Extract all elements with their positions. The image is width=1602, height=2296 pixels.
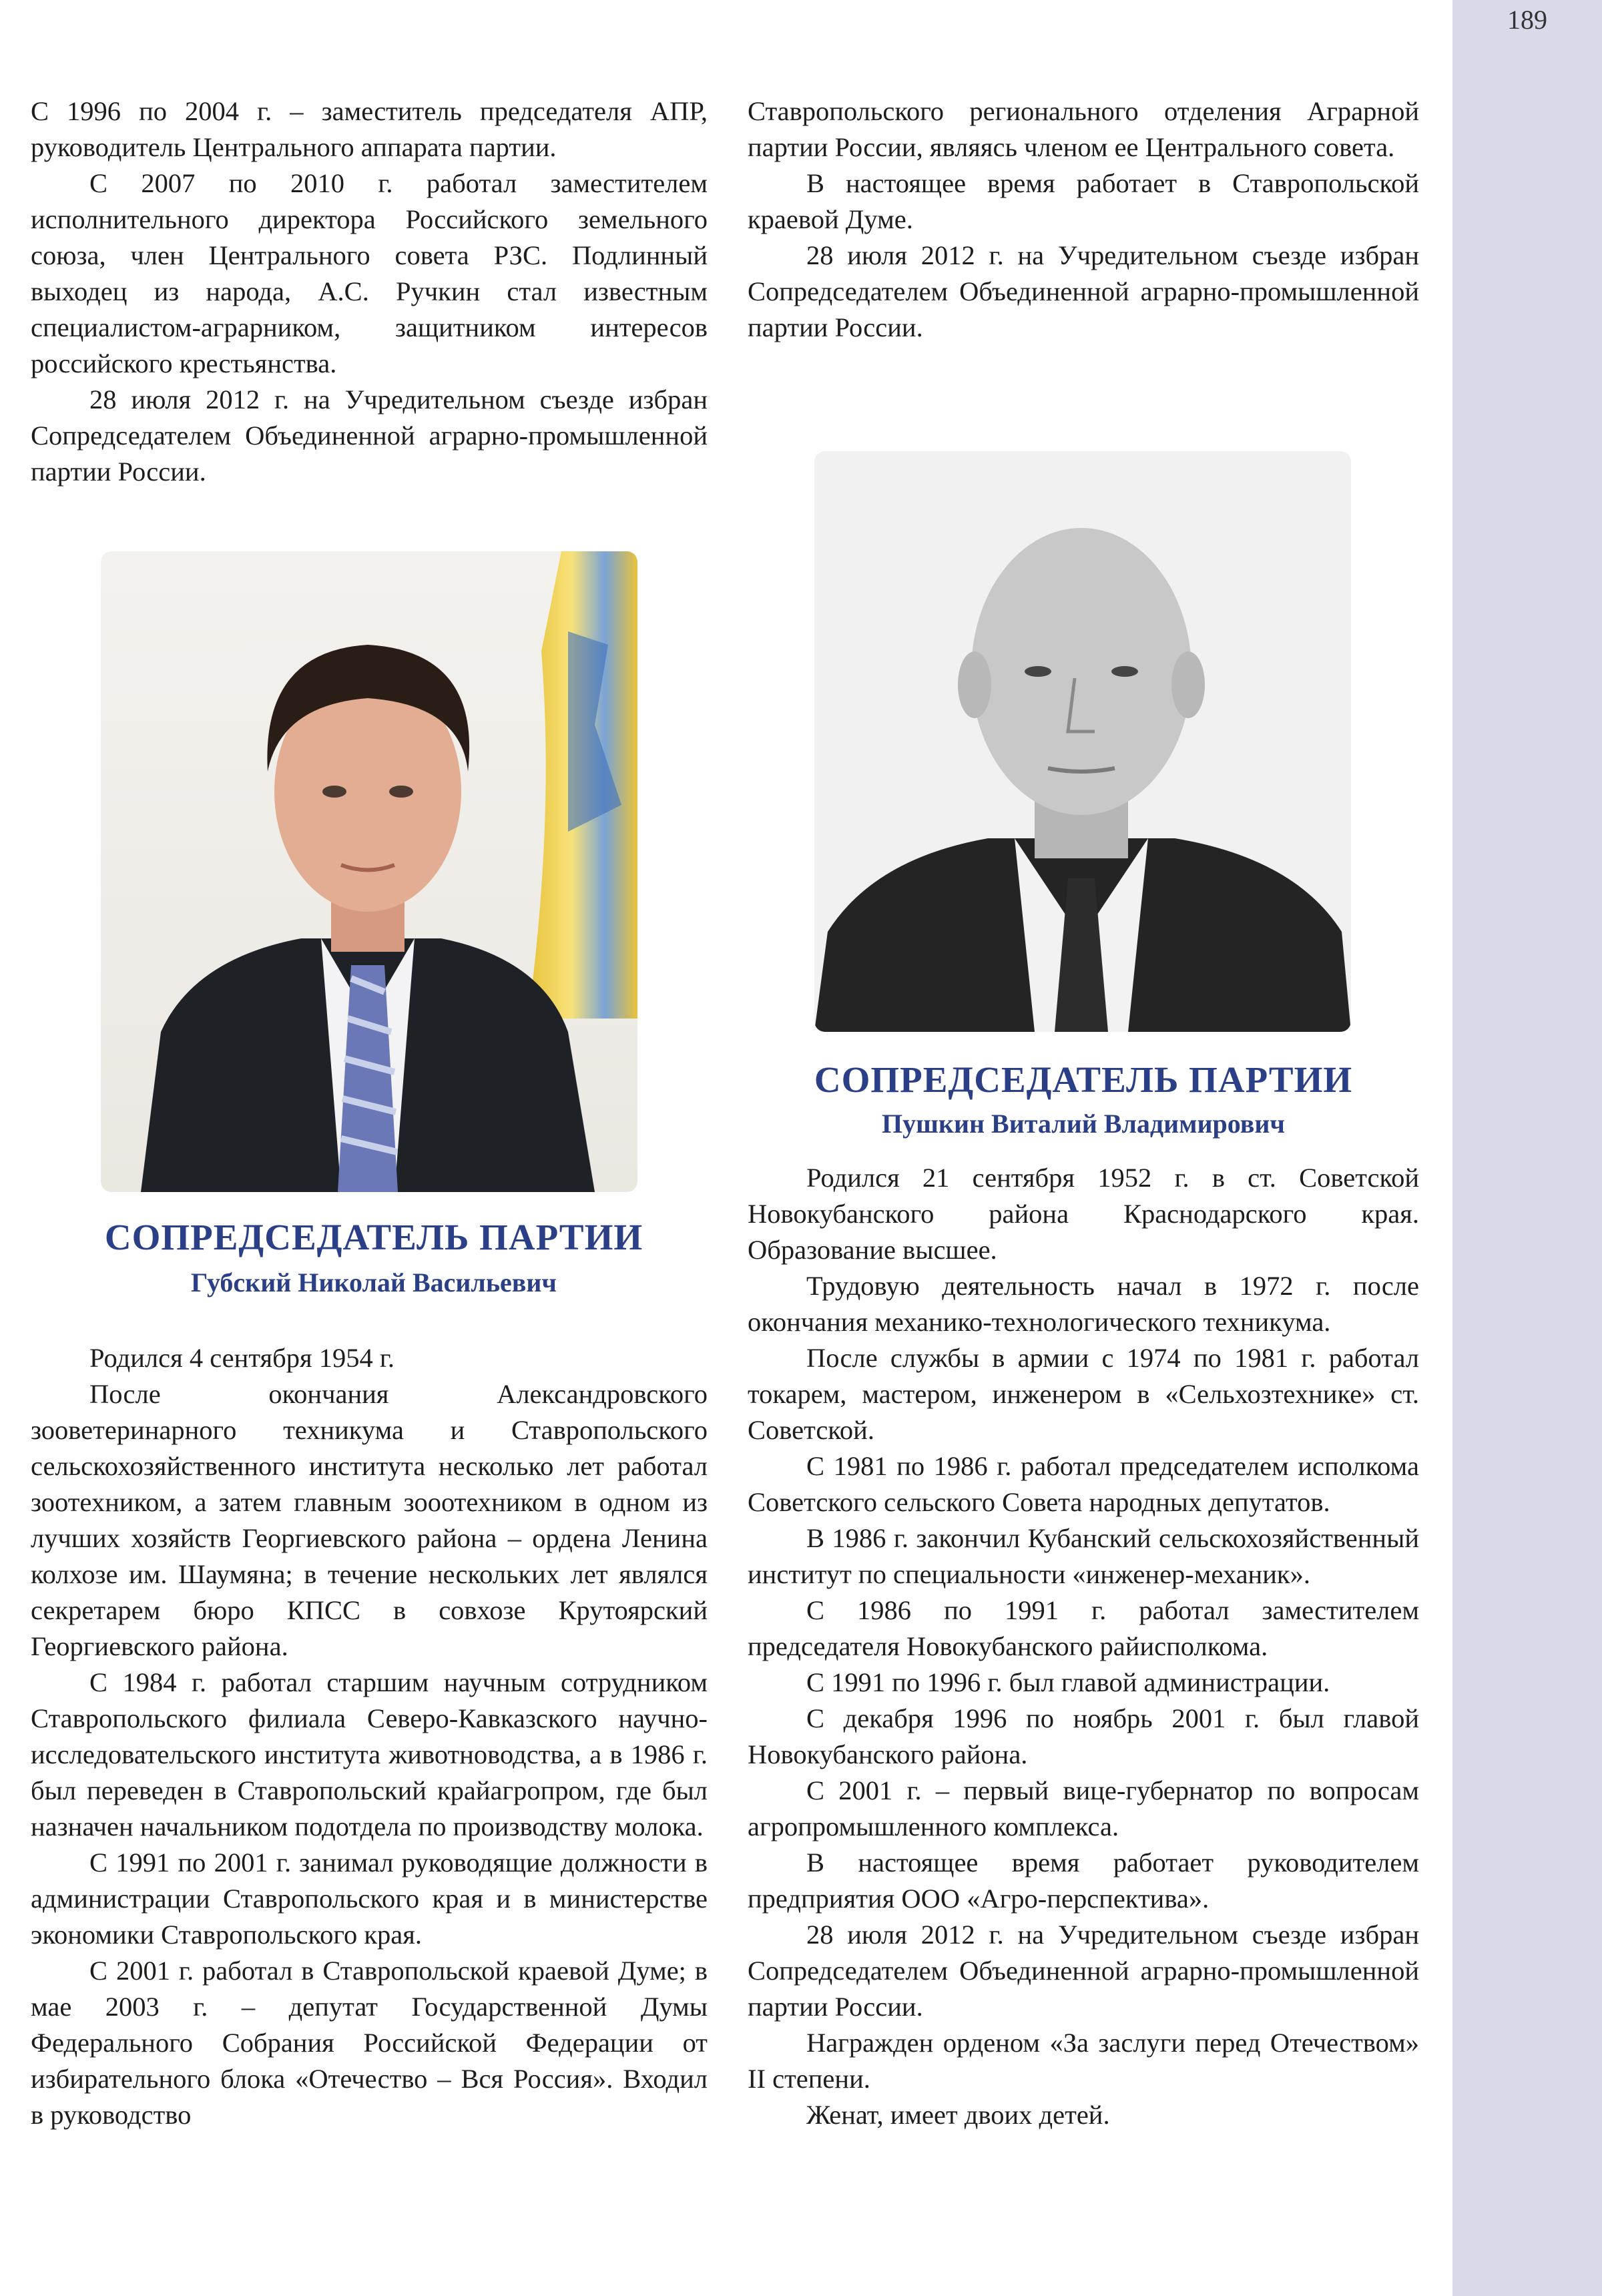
paragraph: Родился 4 сентября 1954 г. bbox=[89, 1343, 395, 1373]
left-profile-biography bbox=[31, 1340, 708, 2133]
caption-title-right: СОПРЕДСЕДАТЕЛЬ ПАРТИИ bbox=[814, 1059, 1353, 1100]
paragraph: 28 июля 2012 г. на Учредительном съезде избран Сопредседателем Объединенной аграрно-промышленной партии России. bbox=[31, 384, 708, 487]
paragraph: С 2007 по 2010 г. работал заместителем исполнительного директора Российского земельного союза, член Центрального совета РЗС. Подлинный выходец из народа, А.С. Ручкин стал известным специалистом-аграрником, защитником интересов российского крестьянства. bbox=[31, 168, 708, 378]
right-profile-biography bbox=[748, 1160, 1419, 2133]
paragraph: Родился 21 сентября 1952 г. в ст. Советской Новокубанского района Краснодарского края. Образование высшее. bbox=[748, 1163, 1419, 1265]
paragraph: Награжден орденом «За заслуги перед Отечеством» II степени. bbox=[748, 2028, 1419, 2094]
paragraph: С 1996 по 2004 г. – заместитель председателя АПР, руководитель Центрального аппарата партии. bbox=[31, 96, 708, 162]
paragraph: С 1991 по 2001 г. занимал руководящие должности в администрации Ставропольского края и в министерстве экономики Ставропольского края. bbox=[31, 1847, 708, 1950]
paragraph: С 2001 г. работал в Ставропольской краевой Думе; в мае 2003 г. – депутат Государственной Думы Федерального Собрания Российской Федерации от избирательного блока «Отечество – Вся Россия». Входил в руководство bbox=[31, 1956, 708, 2130]
right-column-top-text bbox=[748, 93, 1419, 346]
portrait-pushkin-illustration bbox=[814, 451, 1351, 1032]
paragraph: С 2001 г. – первый вице-губернатор по вопросам агропромышленного комплекса. bbox=[748, 1775, 1419, 1841]
paragraph: 28 июля 2012 г. на Учредительном съезде избран Сопредседателем Объединенной аграрно-промышленной партии России. bbox=[748, 240, 1419, 342]
paragraph: Женат, имеет двоих детей. bbox=[806, 2100, 1110, 2130]
paragraph: В настоящее время работает руководителем предприятия ООО «Агро-перспектива». bbox=[748, 1847, 1419, 1914]
page-number: 189 bbox=[1507, 5, 1547, 35]
paragraph: Ставропольского регионального отделения Аграрной партии России, являясь членом ее Центрального совета. bbox=[748, 96, 1419, 162]
paragraph: После окончания Александровского зооветеринарного техникума и Ставропольского сельскохозяйственного института несколько лет работал зоотехником, а затем главным зооотехником в одном из лучших хозяйств Георгиевского района – ордена Ленина колхозе им. Шаумяна; в течение нескольких лет являлся секретарем бюро КПСС в совхозе Крутоярский Георгиевского района. bbox=[31, 1379, 708, 1661]
paragraph: В настоящее время работает в Ставропольской краевой Думе. bbox=[748, 168, 1419, 234]
paragraph: С декабря 1996 по ноябрь 2001 г. был главой Новокубанского района. bbox=[748, 1703, 1419, 1769]
paragraph: В 1986 г. закончил Кубанский сельскохозяйственный институт по специальности «инженер-механик». bbox=[748, 1523, 1419, 1589]
caption-title-left: СОПРЕДСЕДАТЕЛЬ ПАРТИИ bbox=[104, 1217, 643, 1257]
paragraph: С 1984 г. работал старшим научным сотрудником Ставропольского филиала Северо-Кавказского научно-исследовательского института животноводства, а в 1986 г. был переведен в Ставропольский крайагропром, где был назначен начальником подотдела по производству молока. bbox=[31, 1667, 708, 1841]
left-column-top-text bbox=[31, 93, 708, 490]
paragraph: С 1991 по 1996 г. был главой администрации. bbox=[806, 1667, 1330, 1697]
page-side-band bbox=[1452, 0, 1602, 2296]
caption-name-right: Пушкин Виталий Владимирович bbox=[882, 1109, 1285, 1139]
portrait-photo-gubsky bbox=[101, 551, 637, 1192]
paragraph: Трудовую деятельность начал в 1972 г. после окончания механико-технологического техникума. bbox=[748, 1271, 1419, 1337]
paragraph: После службы в армии с 1974 по 1981 г. работал токарем, мастером, инженером в «Сельхозтехнике» ст. Советской. bbox=[748, 1343, 1419, 1445]
paragraph: С 1981 по 1986 г. работал председателем исполкома Советского сельского Совета народных депутатов. bbox=[748, 1451, 1419, 1517]
portrait-photo-pushkin bbox=[814, 451, 1351, 1032]
paragraph: 28 июля 2012 г. на Учредительном съезде избран Сопредседателем Объединенной аграрно-промышленной партии России. bbox=[748, 1920, 1419, 2022]
paragraph: С 1986 по 1991 г. работал заместителем председателя Новокубанского райисполкома. bbox=[748, 1595, 1419, 1661]
caption-name-left: Губский Николай Васильевич bbox=[191, 1267, 557, 1298]
portrait-gubsky-illustration bbox=[101, 551, 637, 1192]
